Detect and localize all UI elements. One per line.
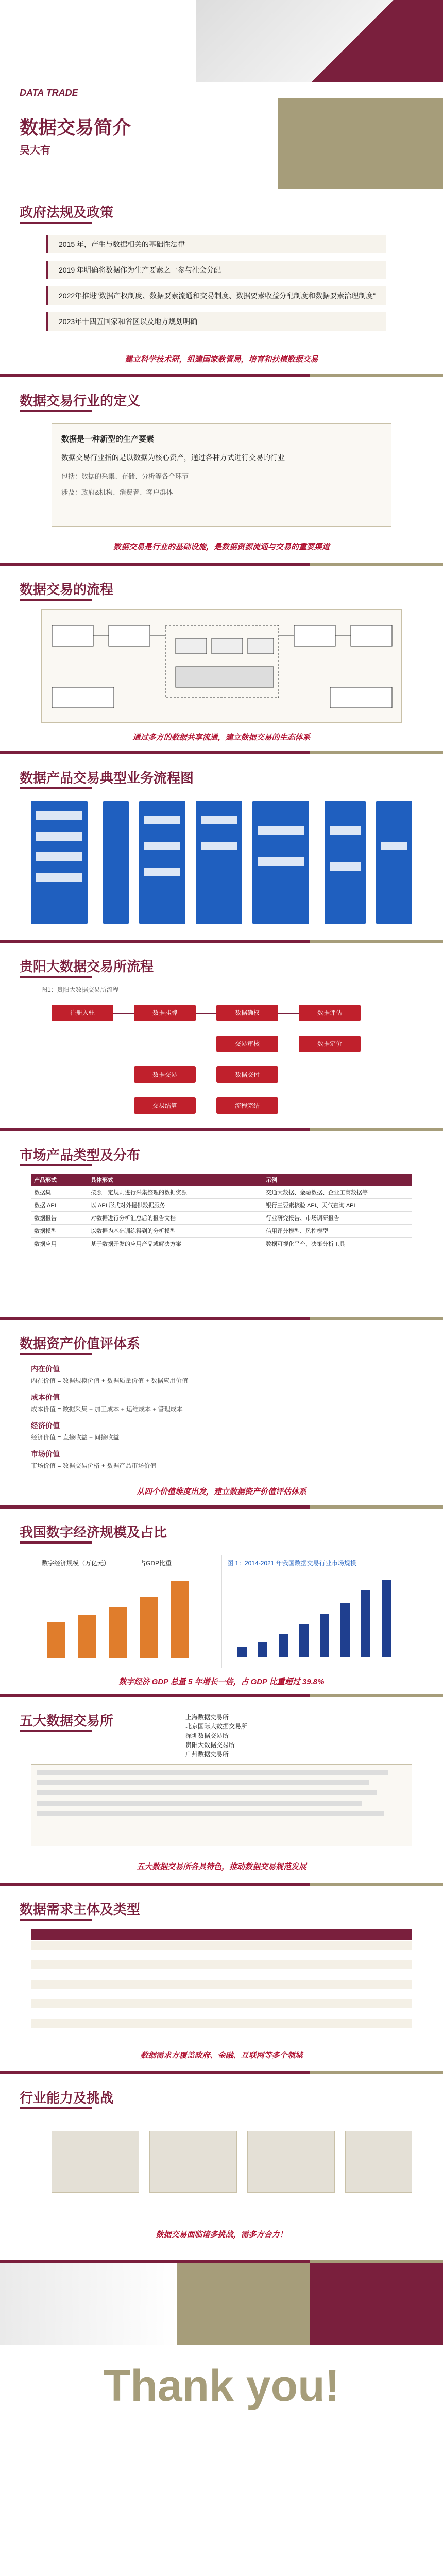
closing-slide xyxy=(0,2263,443,2576)
process-title: 数据交易的流程 xyxy=(20,582,114,597)
capability-card xyxy=(247,2131,335,2193)
title-underline xyxy=(20,1541,92,1544)
table-cell: 交通大数据、金融数据、企业工商数据等 xyxy=(263,1186,412,1199)
flow-node: 数据评估 xyxy=(299,1005,361,1021)
table-cell: 对数据进行分析汇总后的报告文档 xyxy=(88,1212,263,1225)
table-row xyxy=(31,1238,412,1250)
policy-item: 2015 年，产生与数据相关的基础性法律 xyxy=(46,235,386,253)
value-group-body: 内在价值 = 数据规模价值 + 数据质量价值 + 数据应用价值 xyxy=(31,1377,189,1384)
value-group xyxy=(31,1392,412,1413)
industry-title: 数据产品交易典型业务流程图 xyxy=(20,770,194,786)
demand-table xyxy=(31,1929,412,2038)
value-group-body: 经济价值 = 直接收益 + 间接收益 xyxy=(31,1434,120,1441)
demand-title: 数据需求主体及类型 xyxy=(20,1902,141,1917)
table-cell: 以数据为基础训练得到的分析模型 xyxy=(88,1225,263,1238)
flow-node: 数据挂牌 xyxy=(134,1005,196,1021)
value-group-head: 内在价值 xyxy=(31,1365,60,1373)
process-slide xyxy=(0,566,443,754)
definition-title: 数据交易行业的定义 xyxy=(20,393,141,409)
title-underline xyxy=(20,2107,92,2109)
policy-list xyxy=(46,235,386,338)
economy-slide xyxy=(0,1509,443,1697)
title-underline xyxy=(20,1353,92,1355)
exchanges-slide xyxy=(0,1697,443,1886)
table-row xyxy=(31,1941,412,1950)
exchange-detail-line xyxy=(37,1780,369,1785)
value-group-head: 经济价值 xyxy=(31,1421,60,1430)
exchange-detail-line xyxy=(37,1790,377,1795)
economy-legend-b: 占GDP比重 xyxy=(140,1560,172,1567)
table-row xyxy=(31,1999,412,2008)
capability-slide xyxy=(0,2074,443,2263)
table-row xyxy=(31,1199,412,1212)
exchange-name: 贵阳大数据交易所 xyxy=(185,1741,235,1749)
table-cell: 数据报告 xyxy=(31,1212,88,1225)
table-row xyxy=(31,1951,412,1959)
exchange-name: 广州数据交易所 xyxy=(185,1751,229,1758)
process-diagram xyxy=(41,609,402,723)
market-title: 市场产品类型及分布 xyxy=(20,1147,141,1163)
definition-box xyxy=(52,423,391,527)
table-row xyxy=(31,1212,412,1225)
table-row xyxy=(31,1990,412,1998)
table-cell: 数据 API xyxy=(31,1199,88,1212)
flow-node: 流程完结 xyxy=(216,1097,278,1114)
table-cell: 数据可视化平台、决策分析工具 xyxy=(263,1238,412,1250)
flow-node: 数据确权 xyxy=(216,1005,278,1021)
definition-slide xyxy=(0,377,443,566)
title-underline xyxy=(20,1730,92,1732)
capability-caption: 数据交易面临诸多挑战，需多方合力！ xyxy=(156,2230,287,2239)
economy-right-chart xyxy=(222,1555,417,1668)
table-cell: 基于数据开发的应用产品或解决方案 xyxy=(88,1238,263,1250)
demand-table-header xyxy=(31,1929,412,1940)
value-caption: 从四个价值维度出发，建立数据资产价值评估体系 xyxy=(136,1487,306,1496)
table-header: 产品形式 xyxy=(31,1174,88,1186)
economy-legend-a: 数字经济规模（万亿元） xyxy=(42,1560,110,1567)
table-header-row xyxy=(31,1174,412,1186)
table-row xyxy=(31,1980,412,1989)
guiyang-figure-label: 图1：贵阳大数据交易所流程 xyxy=(41,986,119,993)
title-underline xyxy=(20,1919,92,1921)
exchange-details xyxy=(31,1764,412,1846)
value-group-body: 成本价值 = 数据采集 + 加工成本 + 运维成本 + 管理成本 xyxy=(31,1405,183,1413)
flow-arrow xyxy=(196,1013,216,1014)
exchange-name: 深圳数据交易所 xyxy=(185,1732,229,1739)
market-slide xyxy=(0,1131,443,1320)
definition-line: 包括：数据的采集、存储、分析等各个环节 xyxy=(61,472,189,480)
title-underline xyxy=(20,599,92,601)
economy-bar xyxy=(47,1622,65,1658)
title-underline xyxy=(20,1164,92,1166)
value-group-body: 市场价值 = 数据交易价格 + 数据产品市场价值 xyxy=(31,1462,157,1469)
policy-item: 2022年推进"数据产权制度、数据要素流通和交易制度、数据要素收益分配制度和数据要素治理制度" xyxy=(46,286,386,305)
definition-line: 涉及：政府&机构、消费者、客户群体 xyxy=(61,488,173,496)
table-cell: 数据应用 xyxy=(31,1238,88,1250)
definition-caption: 数据交易是行业的基础设施，是数据资源流通与交易的重要渠道 xyxy=(113,543,330,551)
exchanges-caption: 五大数据交易所各具特色，推动数据交易规范发展 xyxy=(136,1862,306,1871)
economy-bar xyxy=(140,1597,158,1658)
exchange-name: 北京国际大数据交易所 xyxy=(185,1723,248,1730)
capability-title: 行业能力及挑战 xyxy=(20,2090,114,2106)
value-group xyxy=(31,1420,412,1442)
economy-bar xyxy=(78,1615,96,1658)
cover-author: 吴大有 xyxy=(20,145,50,156)
economy-left-chart xyxy=(31,1555,206,1668)
economy-bar-area xyxy=(42,1571,196,1658)
cover-decoration-top xyxy=(196,0,443,82)
cover-title: 数据交易简介 xyxy=(20,117,131,138)
capability-card xyxy=(149,2131,237,2193)
value-title: 数据资产价值评体系 xyxy=(20,1336,141,1351)
definition-line: 数据是一种新型的生产要素 xyxy=(61,435,155,444)
economy-title: 我国数字经济规模及占比 xyxy=(20,1524,167,1540)
table-row xyxy=(31,1970,412,1979)
exchanges-title: 五大数据交易所 xyxy=(20,1713,114,1728)
closing-decoration xyxy=(0,2263,443,2345)
value-group-head: 成本价值 xyxy=(31,1393,60,1401)
process-caption: 通过多方的数据共享流通，建立数据交易的生态体系 xyxy=(132,733,311,742)
flow-node: 交易结算 xyxy=(134,1097,196,1114)
value-group xyxy=(31,1449,412,1470)
cover-slide xyxy=(0,0,443,189)
table-cell: 以 API 形式对外提供数据服务 xyxy=(88,1199,263,1212)
flow-node: 数据交付 xyxy=(216,1066,278,1083)
demand-caption: 数据需求方覆盖政府、金融、互联网等多个领域 xyxy=(140,2051,303,2060)
cover-decoration-bottom xyxy=(278,98,443,189)
exchange-detail-line xyxy=(37,1801,362,1806)
exchange-names xyxy=(185,1713,422,1759)
economy-caption: 数字经济 GDP 总量 5 年增长一倍，占 GDP 比重超过 39.8% xyxy=(118,1677,325,1686)
market-table xyxy=(31,1174,412,1250)
policy-item: 2023年十四五国家和省区以及地方规划明确 xyxy=(46,312,386,331)
table-cell: 数据模型 xyxy=(31,1225,88,1238)
exchange-detail-line xyxy=(37,1811,384,1816)
value-group-head: 市场价值 xyxy=(31,1450,60,1458)
title-underline xyxy=(20,410,92,412)
value-group xyxy=(31,1364,412,1385)
capability-card xyxy=(52,2131,139,2193)
economy-bar xyxy=(171,1581,189,1658)
policy-title: 政府法规及政策 xyxy=(20,205,114,220)
exchange-name: 上海数据交易所 xyxy=(185,1714,229,1721)
policy-slide xyxy=(0,189,443,377)
table-row xyxy=(31,2009,412,2018)
exchange-detail-line xyxy=(37,1770,388,1775)
value-slide xyxy=(0,1320,443,1509)
economy-right-title: 图 1：2014-2021 年我国数据交易行业市场规模 xyxy=(227,1560,356,1567)
table-row xyxy=(31,1186,412,1199)
flow-arrow xyxy=(278,1013,299,1014)
table-row xyxy=(31,1960,412,1969)
capability-card xyxy=(345,2131,412,2193)
industry-flow-diagram xyxy=(26,795,417,929)
flow-node: 注册入驻 xyxy=(52,1005,113,1021)
flow-node: 交易审核 xyxy=(216,1036,278,1052)
flow-arrow xyxy=(113,1013,134,1014)
title-underline xyxy=(20,976,92,978)
table-header: 具体形式 xyxy=(88,1174,263,1186)
value-groups xyxy=(31,1364,412,1477)
table-cell: 信用评分模型、风控模型 xyxy=(263,1225,412,1238)
process-diagram-svg xyxy=(42,610,402,723)
table-row xyxy=(31,1225,412,1238)
demand-slide xyxy=(0,1886,443,2074)
definition-line: 数据交易行业指的是以数据为核心资产，通过各种方式进行交易的行业 xyxy=(61,453,285,462)
guiyang-title: 贵阳大数据交易所流程 xyxy=(20,959,154,974)
economy-right-svg xyxy=(222,1570,418,1668)
title-underline xyxy=(20,222,92,224)
economy-bar xyxy=(109,1607,127,1658)
flow-node: 数据定价 xyxy=(299,1036,361,1052)
flow-node: 数据交易 xyxy=(134,1066,196,1083)
table-row xyxy=(31,2019,412,2028)
title-underline xyxy=(20,787,92,789)
closing-text: Thank you! xyxy=(103,2361,340,2411)
table-cell: 数据集 xyxy=(31,1186,88,1199)
table-cell: 按照一定规则进行采集整理的数据资源 xyxy=(88,1186,263,1199)
policy-caption: 建立科学技术研，组建国家数管局，培育和扶植数据交易 xyxy=(125,355,318,364)
policy-item: 2019 年明确将数据作为生产要素之一参与社会分配 xyxy=(46,261,386,279)
table-cell: 银行三要素核验 API、天气查询 API xyxy=(263,1199,412,1212)
table-cell: 行业研究报告、市场调研报告 xyxy=(263,1212,412,1225)
table-header: 示例 xyxy=(263,1174,412,1186)
guiyang-slide xyxy=(0,943,443,1131)
cover-brand: DATA TRADE xyxy=(20,88,78,98)
industry-slide xyxy=(0,754,443,943)
